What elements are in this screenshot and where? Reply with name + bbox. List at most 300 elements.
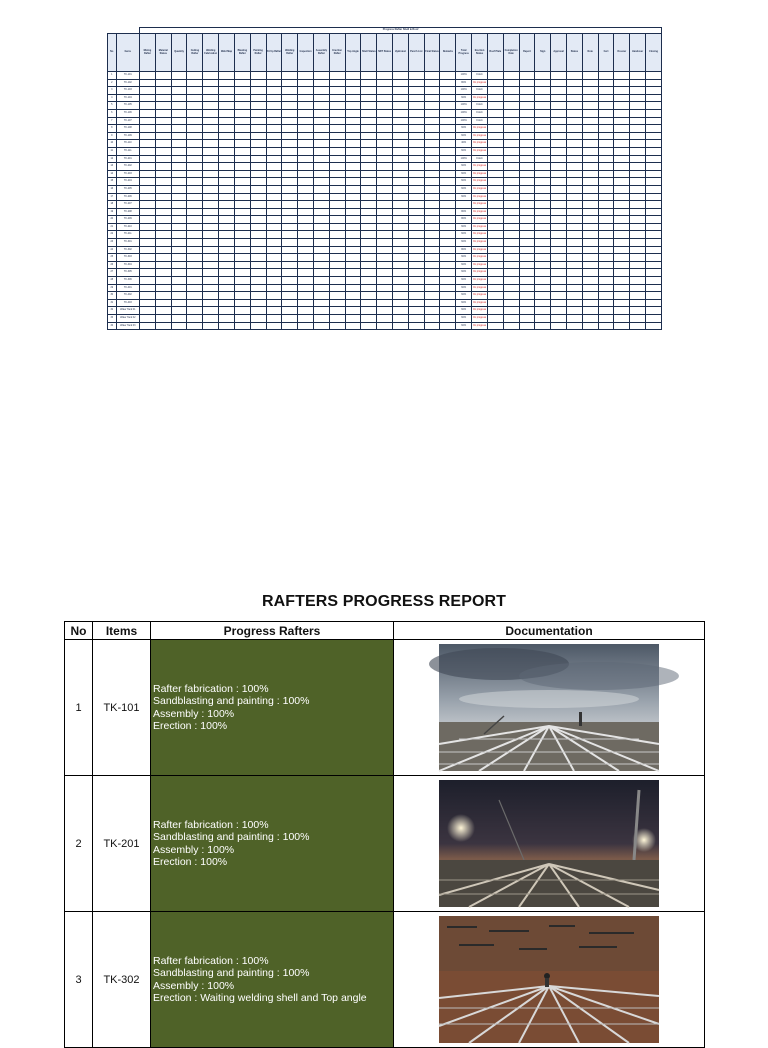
spreadsheet-column-header: Sign xyxy=(535,34,551,72)
spreadsheet-cell xyxy=(377,87,393,95)
spreadsheet-cell xyxy=(266,117,282,125)
spreadsheet-cell xyxy=(487,201,503,209)
spreadsheet-cell xyxy=(598,132,614,140)
spreadsheet-cell xyxy=(535,170,551,178)
spreadsheet-cell xyxy=(329,79,345,87)
spreadsheet-group-header: Progress Rafter Shell & Roof xyxy=(140,28,662,34)
spreadsheet-cell-no: 34 xyxy=(108,322,117,330)
spreadsheet-cell xyxy=(535,322,551,330)
spreadsheet-cell xyxy=(250,94,266,102)
spreadsheet-cell-item: TK-206 xyxy=(116,193,140,201)
spreadsheet-cell xyxy=(282,277,298,285)
spreadsheet-cell xyxy=(535,292,551,300)
spreadsheet-cell xyxy=(219,163,235,171)
spreadsheet-cell xyxy=(250,315,266,323)
spreadsheet-cell xyxy=(345,315,361,323)
spreadsheet-cell xyxy=(155,72,171,80)
spreadsheet-cell xyxy=(566,216,582,224)
spreadsheet-cell xyxy=(298,117,314,125)
spreadsheet-column-header: Top Angle xyxy=(345,34,361,72)
spreadsheet-cell-item: TK-109 xyxy=(116,132,140,140)
spreadsheet-cell xyxy=(377,72,393,80)
spreadsheet-cell-status: Finish xyxy=(472,109,488,117)
spreadsheet-cell xyxy=(140,246,156,254)
spreadsheet-cell xyxy=(187,185,203,193)
spreadsheet-cell xyxy=(219,269,235,277)
spreadsheet-cell xyxy=(345,109,361,117)
spreadsheet-row xyxy=(108,155,662,163)
spreadsheet-cell xyxy=(551,87,567,95)
spreadsheet-cell-progress: 60% xyxy=(456,284,472,292)
spreadsheet-cell xyxy=(250,147,266,155)
spreadsheet-cell xyxy=(219,132,235,140)
spreadsheet-cell xyxy=(424,277,440,285)
spreadsheet-cell-status: On progress xyxy=(472,94,488,102)
spreadsheet-cell xyxy=(566,155,582,163)
spreadsheet-cell-status: On progress xyxy=(472,322,488,330)
spreadsheet-cell xyxy=(393,223,409,231)
spreadsheet-cell xyxy=(630,72,646,80)
spreadsheet-cell xyxy=(582,185,598,193)
spreadsheet-cell xyxy=(566,261,582,269)
spreadsheet-cell xyxy=(140,94,156,102)
spreadsheet-cell-no: 16 xyxy=(108,185,117,193)
spreadsheet-cell xyxy=(171,315,187,323)
spreadsheet-cell xyxy=(171,246,187,254)
spreadsheet-cell xyxy=(187,72,203,80)
spreadsheet-cell xyxy=(566,269,582,277)
spreadsheet-cell xyxy=(503,125,519,133)
spreadsheet-cell xyxy=(234,261,250,269)
spreadsheet-cell xyxy=(551,132,567,140)
spreadsheet-cell xyxy=(519,216,535,224)
spreadsheet-cell xyxy=(646,239,662,247)
spreadsheet-cell xyxy=(519,231,535,239)
spreadsheet-cell xyxy=(551,72,567,80)
spreadsheet-cell xyxy=(519,208,535,216)
spreadsheet-cell xyxy=(503,79,519,87)
spreadsheet-cell xyxy=(551,102,567,110)
spreadsheet-cell xyxy=(440,87,456,95)
spreadsheet-cell xyxy=(155,132,171,140)
spreadsheet-cell xyxy=(203,277,219,285)
spreadsheet-cell xyxy=(250,254,266,262)
spreadsheet-cell xyxy=(345,155,361,163)
spreadsheet-cell xyxy=(155,185,171,193)
spreadsheet-cell-progress: 100% xyxy=(456,87,472,95)
spreadsheet-cell xyxy=(424,72,440,80)
spreadsheet-cell xyxy=(298,170,314,178)
spreadsheet-cell xyxy=(361,292,377,300)
spreadsheet-cell xyxy=(203,94,219,102)
spreadsheet-cell xyxy=(393,132,409,140)
spreadsheet-cell xyxy=(140,79,156,87)
spreadsheet-cell xyxy=(535,307,551,315)
spreadsheet-cell xyxy=(298,269,314,277)
spreadsheet-cell xyxy=(503,178,519,186)
spreadsheet-cell xyxy=(203,223,219,231)
spreadsheet-cell xyxy=(171,284,187,292)
spreadsheet-cell xyxy=(535,246,551,254)
spreadsheet-cell-no: 11 xyxy=(108,147,117,155)
spreadsheet-cell xyxy=(424,208,440,216)
spreadsheet-cell xyxy=(298,315,314,323)
spreadsheet-row xyxy=(108,269,662,277)
spreadsheet-cell xyxy=(155,208,171,216)
spreadsheet-cell xyxy=(487,307,503,315)
spreadsheet-cell xyxy=(487,193,503,201)
spreadsheet-cell xyxy=(503,231,519,239)
spreadsheet-cell xyxy=(582,307,598,315)
spreadsheet-cell xyxy=(361,155,377,163)
spreadsheet-cell xyxy=(393,87,409,95)
spreadsheet-cell xyxy=(171,125,187,133)
spreadsheet-cell xyxy=(646,109,662,117)
spreadsheet-cell xyxy=(646,193,662,201)
spreadsheet-cell xyxy=(266,307,282,315)
spreadsheet-cell xyxy=(155,277,171,285)
spreadsheet-cell xyxy=(250,246,266,254)
spreadsheet-cell xyxy=(519,269,535,277)
spreadsheet-cell xyxy=(503,94,519,102)
spreadsheet-cell xyxy=(345,208,361,216)
spreadsheet-cell xyxy=(345,254,361,262)
spreadsheet-cell xyxy=(266,125,282,133)
spreadsheet-cell xyxy=(424,132,440,140)
spreadsheet-cell xyxy=(345,140,361,148)
spreadsheet-cell xyxy=(424,269,440,277)
spreadsheet-column-header: NDT Status xyxy=(377,34,393,72)
spreadsheet-cell xyxy=(329,315,345,323)
spreadsheet-cell xyxy=(203,201,219,209)
spreadsheet-cell xyxy=(140,125,156,133)
spreadsheet-cell xyxy=(582,277,598,285)
spreadsheet-cell-no: 6 xyxy=(108,109,117,117)
spreadsheet-cell xyxy=(393,299,409,307)
spreadsheet-cell-item: TK-108 xyxy=(116,125,140,133)
spreadsheet-cell-no: 29 xyxy=(108,284,117,292)
progress-line: Assembly : 100% xyxy=(153,979,235,992)
spreadsheet-cell xyxy=(155,155,171,163)
spreadsheet-cell xyxy=(646,277,662,285)
spreadsheet-cell xyxy=(598,269,614,277)
spreadsheet-cell xyxy=(582,261,598,269)
spreadsheet-cell xyxy=(171,231,187,239)
spreadsheet-cell xyxy=(614,269,630,277)
spreadsheet-cell xyxy=(440,223,456,231)
spreadsheet-column-header: Hydrotest xyxy=(393,34,409,72)
spreadsheet-cell xyxy=(630,231,646,239)
spreadsheet-cell xyxy=(282,322,298,330)
spreadsheet-cell-no: 9 xyxy=(108,132,117,140)
spreadsheet-cell xyxy=(598,125,614,133)
spreadsheet-cell xyxy=(203,185,219,193)
spreadsheet-cell xyxy=(566,223,582,231)
spreadsheet-cell xyxy=(598,201,614,209)
spreadsheet-cell xyxy=(282,72,298,80)
spreadsheet-cell xyxy=(219,87,235,95)
spreadsheet-cell xyxy=(313,223,329,231)
spreadsheet-row xyxy=(108,94,662,102)
spreadsheet-cell xyxy=(219,216,235,224)
spreadsheet-cell xyxy=(298,140,314,148)
spreadsheet-cell xyxy=(598,223,614,231)
spreadsheet-cell xyxy=(519,284,535,292)
spreadsheet-cell xyxy=(250,292,266,300)
spreadsheet-cell xyxy=(171,269,187,277)
spreadsheet-column-header: Weld Map xyxy=(219,34,235,72)
spreadsheet-cell xyxy=(535,239,551,247)
spreadsheet-cell xyxy=(535,315,551,323)
spreadsheet-cell xyxy=(329,155,345,163)
spreadsheet-cell xyxy=(630,254,646,262)
spreadsheet-cell xyxy=(598,102,614,110)
spreadsheet-cell xyxy=(582,269,598,277)
spreadsheet-cell xyxy=(282,117,298,125)
spreadsheet-cell xyxy=(393,72,409,80)
spreadsheet-cell xyxy=(313,239,329,247)
report-row xyxy=(65,640,705,776)
spreadsheet-cell xyxy=(408,246,424,254)
spreadsheet-cell-no: 15 xyxy=(108,178,117,186)
spreadsheet-cell xyxy=(487,79,503,87)
spreadsheet-row xyxy=(108,284,662,292)
spreadsheet-cell xyxy=(298,109,314,117)
spreadsheet-cell xyxy=(266,223,282,231)
spreadsheet-cell xyxy=(551,254,567,262)
spreadsheet-row xyxy=(108,147,662,155)
rafters-report-table xyxy=(64,621,705,1048)
spreadsheet-cell xyxy=(646,231,662,239)
spreadsheet-cell xyxy=(219,201,235,209)
spreadsheet-row xyxy=(108,231,662,239)
row-number: 2 xyxy=(65,776,93,912)
spreadsheet-cell xyxy=(140,269,156,277)
report-title: RAFTERS PROGRESS REPORT xyxy=(261,593,507,610)
spreadsheet-cell xyxy=(598,208,614,216)
spreadsheet-row xyxy=(108,254,662,262)
spreadsheet-cell xyxy=(140,87,156,95)
spreadsheet-cell xyxy=(614,307,630,315)
rafter-photo-night-lights xyxy=(439,780,659,907)
spreadsheet-cell xyxy=(313,269,329,277)
spreadsheet-cell-progress xyxy=(456,201,472,209)
spreadsheet-cell xyxy=(361,315,377,323)
spreadsheet-cell-item: TK-104 xyxy=(116,94,140,102)
spreadsheet-cell xyxy=(298,239,314,247)
spreadsheet-cell xyxy=(519,147,535,155)
spreadsheet-cell-progress: 60% xyxy=(456,193,472,201)
spreadsheet-cell xyxy=(535,125,551,133)
spreadsheet-cell xyxy=(614,178,630,186)
spreadsheet-cell xyxy=(614,155,630,163)
spreadsheet-cell xyxy=(298,208,314,216)
spreadsheet-cell xyxy=(266,87,282,95)
spreadsheet-cell xyxy=(250,163,266,171)
spreadsheet-cell xyxy=(408,155,424,163)
spreadsheet-cell xyxy=(503,147,519,155)
spreadsheet-cell xyxy=(408,216,424,224)
spreadsheet-cell xyxy=(598,163,614,171)
spreadsheet-cell xyxy=(282,269,298,277)
spreadsheet-cell xyxy=(250,231,266,239)
spreadsheet-cell xyxy=(266,246,282,254)
header-no: No xyxy=(65,622,93,640)
spreadsheet-cell xyxy=(361,102,377,110)
spreadsheet-cell xyxy=(598,231,614,239)
spreadsheet-cell xyxy=(440,163,456,171)
spreadsheet-cell xyxy=(203,315,219,323)
spreadsheet-cell xyxy=(203,292,219,300)
spreadsheet-cell xyxy=(187,307,203,315)
spreadsheet-cell-no: 32 xyxy=(108,307,117,315)
spreadsheet-cell xyxy=(646,201,662,209)
spreadsheet-cell xyxy=(298,147,314,155)
spreadsheet-cell xyxy=(598,87,614,95)
spreadsheet-column-header: Items xyxy=(116,34,140,72)
spreadsheet-cell xyxy=(551,125,567,133)
spreadsheet-cell xyxy=(282,208,298,216)
spreadsheet-cell xyxy=(487,223,503,231)
spreadsheet-cell xyxy=(298,132,314,140)
spreadsheet-cell xyxy=(234,307,250,315)
spreadsheet-cell xyxy=(329,102,345,110)
spreadsheet-cell xyxy=(551,239,567,247)
spreadsheet-cell xyxy=(551,109,567,117)
spreadsheet-cell xyxy=(566,147,582,155)
spreadsheet-cell xyxy=(313,132,329,140)
spreadsheet-cell xyxy=(313,72,329,80)
spreadsheet-cell xyxy=(551,163,567,171)
spreadsheet-cell-no: 4 xyxy=(108,94,117,102)
spreadsheet-cell xyxy=(566,79,582,87)
spreadsheet-cell xyxy=(551,216,567,224)
spreadsheet-cell xyxy=(329,239,345,247)
spreadsheet-cell xyxy=(503,109,519,117)
spreadsheet-cell-no: 5 xyxy=(108,102,117,110)
spreadsheet-cell xyxy=(155,87,171,95)
spreadsheet-cell xyxy=(345,72,361,80)
spreadsheet-cell-no: 13 xyxy=(108,163,117,171)
spreadsheet-cell xyxy=(155,79,171,87)
spreadsheet-cell xyxy=(582,193,598,201)
spreadsheet-cell xyxy=(250,79,266,87)
spreadsheet-cell xyxy=(598,193,614,201)
spreadsheet-cell xyxy=(646,72,662,80)
spreadsheet-cell xyxy=(361,178,377,186)
spreadsheet-cell xyxy=(408,223,424,231)
progress-line: Sandblasting and painting : 100% xyxy=(153,967,310,979)
spreadsheet-cell xyxy=(361,87,377,95)
spreadsheet-cell xyxy=(140,140,156,148)
spreadsheet-cell xyxy=(329,163,345,171)
spreadsheet-cell xyxy=(408,231,424,239)
spreadsheet-cell xyxy=(614,109,630,117)
spreadsheet-cell xyxy=(487,87,503,95)
spreadsheet-cell xyxy=(503,246,519,254)
spreadsheet-cell xyxy=(329,109,345,117)
spreadsheet-cell xyxy=(361,223,377,231)
spreadsheet-cell xyxy=(282,132,298,140)
spreadsheet-cell-item: TK-203 xyxy=(116,170,140,178)
spreadsheet-cell xyxy=(566,94,582,102)
spreadsheet-column-header: Cert xyxy=(598,34,614,72)
spreadsheet-cell xyxy=(393,193,409,201)
spreadsheet-cell xyxy=(551,155,567,163)
spreadsheet-cell-status: On progress xyxy=(472,223,488,231)
spreadsheet-cell xyxy=(234,201,250,209)
spreadsheet-row xyxy=(108,72,662,80)
spreadsheet-cell xyxy=(535,208,551,216)
spreadsheet-cell xyxy=(171,254,187,262)
spreadsheet-cell xyxy=(313,155,329,163)
spreadsheet-cell xyxy=(424,102,440,110)
spreadsheet-cell xyxy=(203,307,219,315)
spreadsheet-column-header: Assembly Rafter xyxy=(313,34,329,72)
spreadsheet-cell xyxy=(598,147,614,155)
spreadsheet-cell xyxy=(298,277,314,285)
spreadsheet-cell xyxy=(630,223,646,231)
spreadsheet-cell xyxy=(329,284,345,292)
spreadsheet-cell xyxy=(377,109,393,117)
spreadsheet-cell xyxy=(298,284,314,292)
spreadsheet-cell xyxy=(614,292,630,300)
spreadsheet-cell xyxy=(519,102,535,110)
spreadsheet-column-header: Fit Up Rafter xyxy=(266,34,282,72)
spreadsheet-cell xyxy=(250,208,266,216)
spreadsheet-cell-status: On progress xyxy=(472,231,488,239)
spreadsheet-cell xyxy=(614,72,630,80)
spreadsheet-cell xyxy=(187,315,203,323)
spreadsheet-cell xyxy=(234,117,250,125)
spreadsheet-cell xyxy=(171,178,187,186)
spreadsheet-cell xyxy=(393,261,409,269)
spreadsheet-cell xyxy=(630,79,646,87)
spreadsheet-cell xyxy=(614,87,630,95)
spreadsheet-cell xyxy=(298,299,314,307)
spreadsheet-cell-progress: 100% xyxy=(456,117,472,125)
spreadsheet-cell xyxy=(361,269,377,277)
spreadsheet-cell xyxy=(345,223,361,231)
spreadsheet-cell xyxy=(155,117,171,125)
spreadsheet-cell-status: On progress xyxy=(472,140,488,148)
spreadsheet-cell xyxy=(566,178,582,186)
spreadsheet-cell-progress: 60% xyxy=(456,94,472,102)
spreadsheet-cell xyxy=(203,102,219,110)
spreadsheet-cell xyxy=(313,109,329,117)
spreadsheet-cell xyxy=(361,231,377,239)
spreadsheet-cell xyxy=(408,185,424,193)
spreadsheet-cell xyxy=(424,155,440,163)
spreadsheet-cell xyxy=(298,216,314,224)
spreadsheet-cell xyxy=(234,322,250,330)
spreadsheet-cell xyxy=(487,277,503,285)
spreadsheet-cell xyxy=(566,299,582,307)
spreadsheet-cell xyxy=(250,170,266,178)
spreadsheet-cell xyxy=(487,147,503,155)
spreadsheet-row xyxy=(108,261,662,269)
spreadsheet-cell xyxy=(519,125,535,133)
spreadsheet-cell xyxy=(519,254,535,262)
spreadsheet-cell xyxy=(282,163,298,171)
spreadsheet-cell xyxy=(646,246,662,254)
spreadsheet-cell xyxy=(377,223,393,231)
spreadsheet-cell xyxy=(551,246,567,254)
spreadsheet-cell xyxy=(598,261,614,269)
spreadsheet-cell xyxy=(393,109,409,117)
spreadsheet-cell xyxy=(535,178,551,186)
spreadsheet-cell xyxy=(329,140,345,148)
